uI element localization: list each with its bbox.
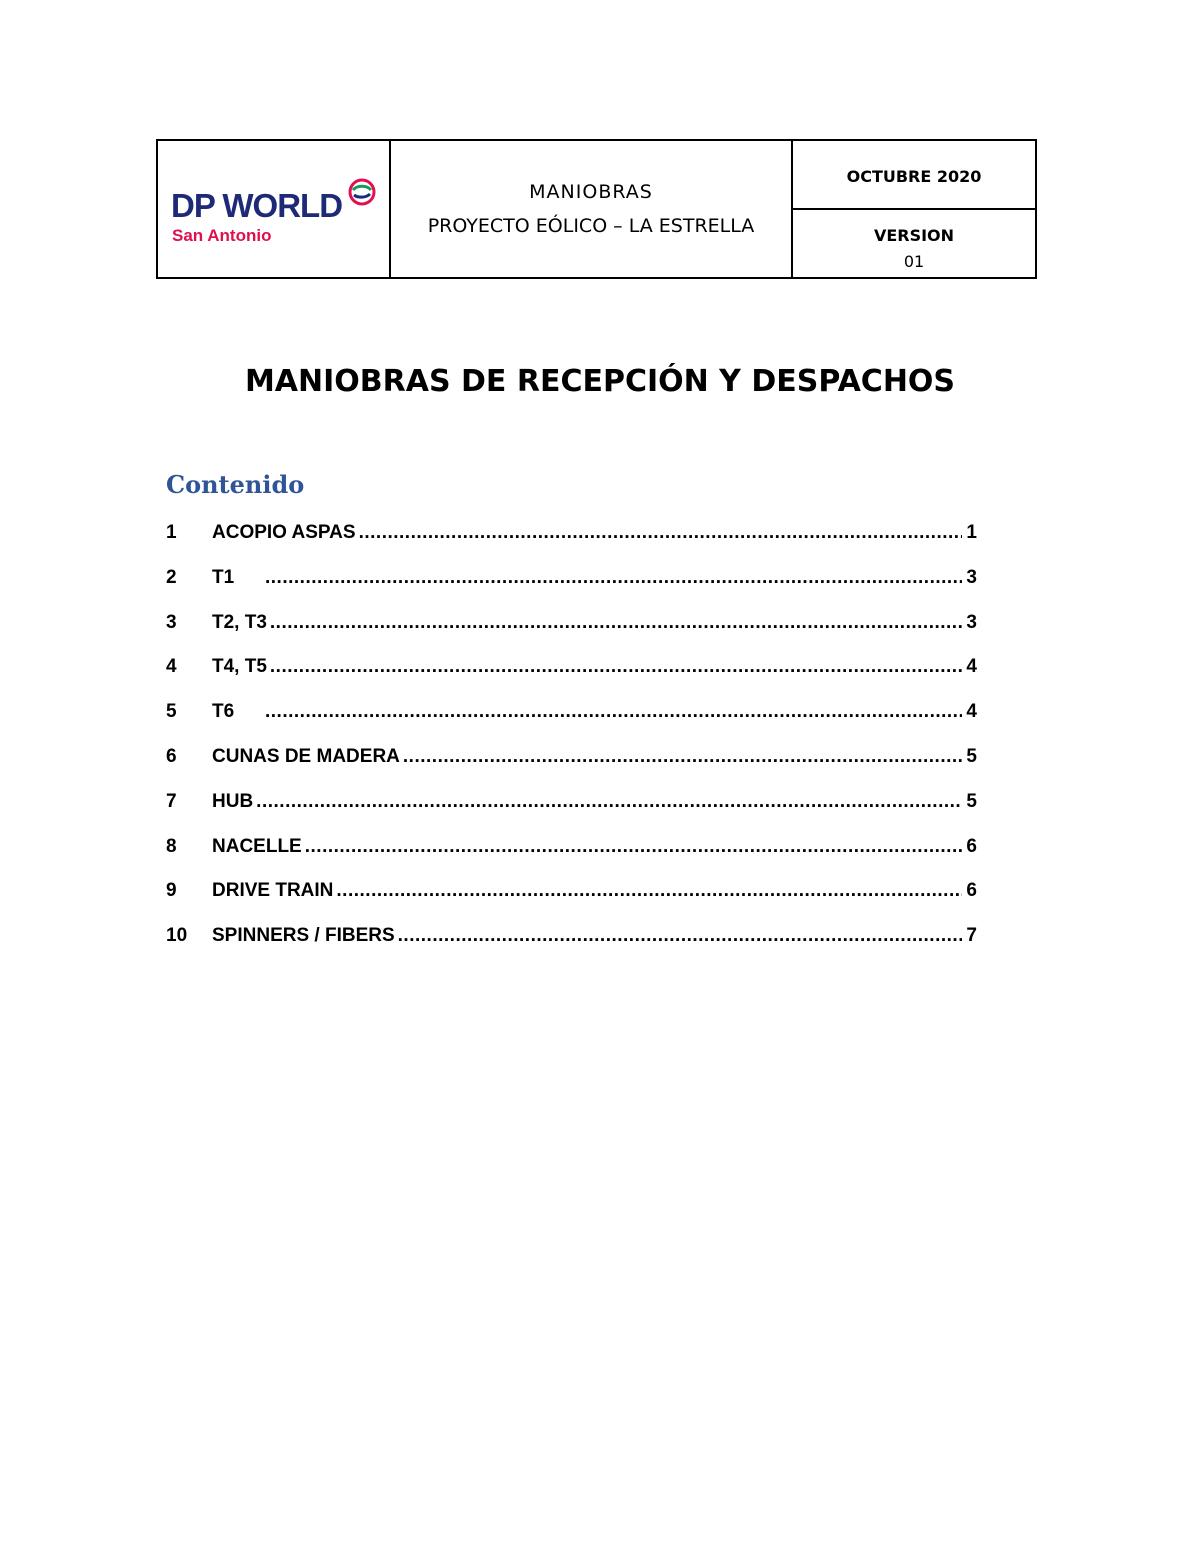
toc-item-page: 4 [966, 701, 977, 723]
toc-item[interactable] [166, 694, 977, 739]
globe-logo-icon [348, 178, 376, 206]
header-meta-cell [793, 141, 1035, 277]
toc-item-label: T6 [212, 701, 235, 723]
header-table [156, 139, 1037, 279]
toc-item[interactable] [166, 784, 977, 829]
logo-location: San Antonio [172, 226, 272, 245]
toc-item-number: 8 [166, 835, 177, 857]
toc-item-label: HUB [212, 790, 254, 812]
toc-item[interactable] [166, 739, 977, 784]
toc-leader-dots [270, 649, 962, 685]
toc-item-page: 5 [966, 790, 977, 812]
toc-leader-dots [265, 694, 962, 730]
toc-item-label: T1 [212, 566, 235, 588]
toc-item-label: T4, T5 [212, 656, 267, 678]
toc-item-number: 4 [166, 656, 177, 678]
toc-item-number: 6 [166, 745, 177, 767]
toc-item-page: 1 [966, 522, 977, 543]
toc-leader-dots [305, 829, 962, 865]
toc-item[interactable] [166, 918, 977, 963]
header-version [793, 210, 1035, 277]
toc-item-page: 3 [966, 611, 977, 633]
toc-item[interactable] [166, 873, 977, 918]
toc-item[interactable] [166, 829, 977, 874]
toc-leader-dots [265, 560, 962, 596]
toc-item-label: NACELLE [212, 835, 302, 857]
toc-item[interactable] [166, 515, 977, 560]
toc-item[interactable] [166, 649, 977, 694]
document-title: MANIOBRAS DE RECEPCIÓN Y DESPACHOS [244, 364, 956, 399]
toc-item-number: 3 [166, 611, 177, 633]
toc-item-number: 7 [166, 790, 177, 812]
table-of-contents [166, 515, 977, 963]
toc-item-page: 6 [966, 880, 977, 902]
header-title-cell [391, 141, 793, 277]
toc-item-label: ACOPIO ASPAS [212, 522, 356, 543]
toc-item-page: 6 [966, 835, 977, 857]
toc-item-label: SPINNERS / FIBERS [212, 925, 395, 947]
toc-item-page: 3 [966, 566, 977, 588]
version-label: VERSION [873, 226, 955, 245]
header-title-line2: PROYECTO EÓLICO – LA ESTRELLA [427, 215, 755, 237]
logo-brand: DP WORLD [171, 187, 343, 224]
toc-leader-dots [403, 739, 962, 775]
toc-item-page: 5 [966, 745, 977, 767]
toc-leader-dots [270, 605, 962, 641]
logo-cell [158, 141, 391, 277]
toc-item-number: 5 [166, 701, 177, 723]
toc-heading: Contenido [166, 470, 305, 499]
toc-item[interactable] [166, 605, 977, 650]
toc-item-page: 4 [966, 656, 977, 678]
toc-item-page: 7 [966, 925, 977, 947]
toc-item-label: T2, T3 [212, 611, 267, 633]
version-value: 01 [903, 252, 925, 271]
toc-leader-dots [359, 515, 962, 551]
toc-item-number: 1 [166, 522, 177, 543]
toc-item-label: DRIVE TRAIN [212, 880, 334, 902]
toc-item[interactable] [166, 560, 977, 605]
toc-item-number: 10 [166, 925, 188, 947]
toc-item-label: CUNAS DE MADERA [212, 745, 400, 767]
date-text: OCTUBRE 2020 [846, 167, 982, 186]
toc-leader-dots [398, 918, 962, 954]
header-title-line1: MANIOBRAS [529, 181, 653, 203]
toc-leader-dots [256, 784, 962, 820]
header-date [793, 141, 1035, 210]
toc-item-number: 9 [166, 880, 177, 902]
toc-leader-dots [336, 873, 962, 909]
toc-item-number: 2 [166, 566, 177, 588]
